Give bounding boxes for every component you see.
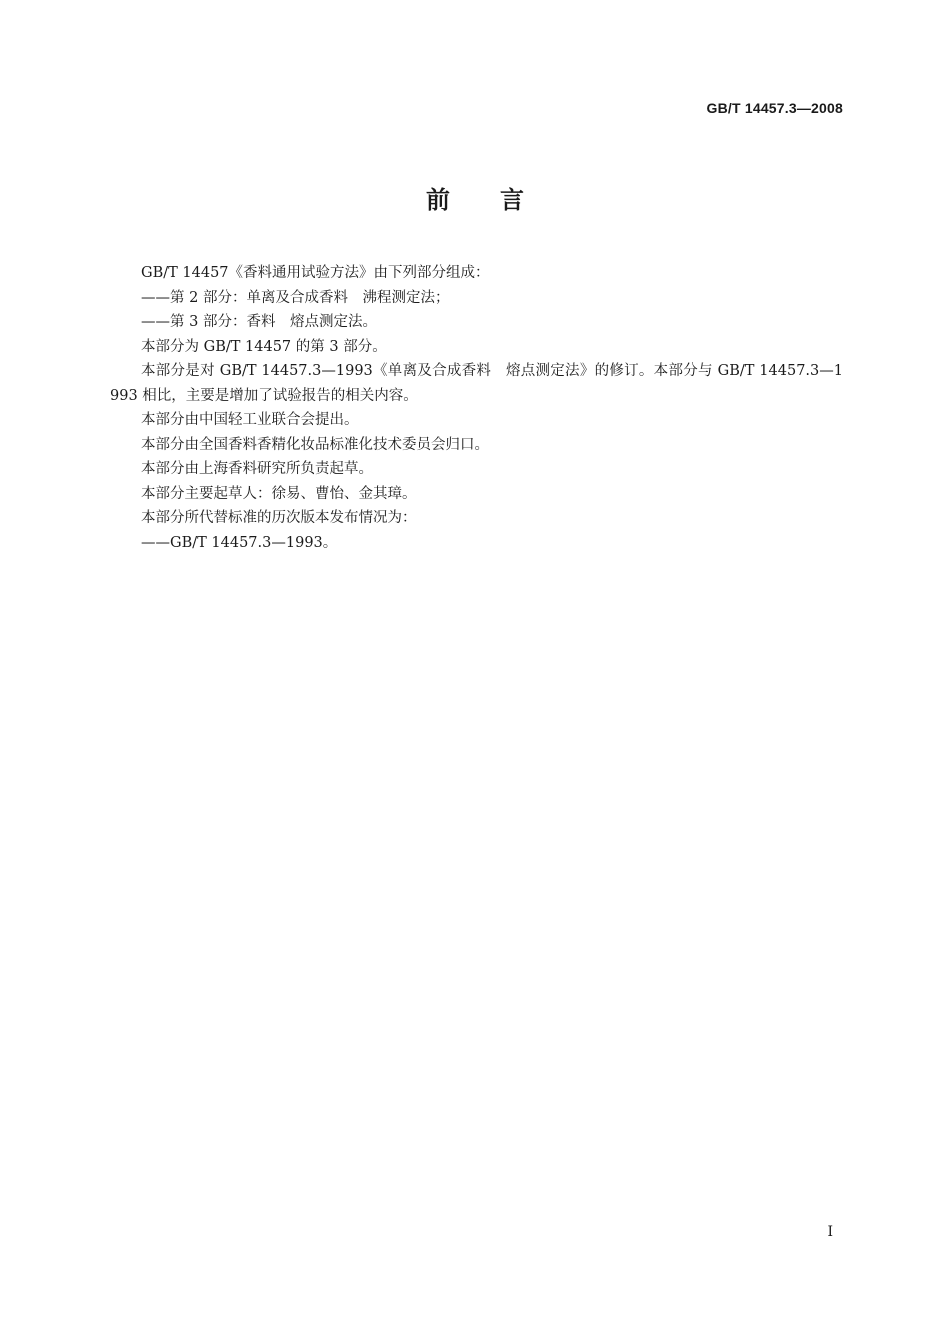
paragraph-revision: 本部分是对 GB/T 14457.3—1993《单离及合成香料 熔点测定法》的修订。本部分与 GB/T 14457.3—1993 相比，主要是增加了试验报告的相关内容。 (110, 363, 843, 404)
paragraph-administered-by: 本部分由全国香料香精化妆品标准化技术委员会归口。 (141, 436, 489, 453)
standard-code: GB/T 14457.3—2008 (706, 100, 843, 116)
paragraph-proposed-by: 本部分由中国轻工业联合会提出。 (141, 412, 359, 428)
paragraph-this-part: 本部分为 GB/T 14457 的第 3 部分。 (141, 338, 387, 355)
paragraph-part-3: ——第 3 部分：香料 熔点测定法。 (141, 314, 377, 330)
page-title: 前言 (426, 186, 574, 214)
paragraph-previous-edition: ——GB/T 14457.3—1993。 (141, 534, 338, 551)
paragraph-replaced-versions: 本部分所代替标准的历次版本发布情况为： (141, 510, 417, 526)
paragraph-composition: GB/T 14457《香料通用试验方法》由下列部分组成： (141, 265, 490, 281)
foreword-body (110, 261, 843, 555)
paragraph-part-2: ——第 2 部分：单离及合成香料 沸程测定法； (141, 289, 450, 306)
page-number: I (827, 1224, 833, 1240)
paragraph-drafted-by: 本部分由上海香料研究所负责起草。 (141, 461, 373, 477)
paragraph-drafters: 本部分主要起草人：徐易、曹怡、金其璋。 (141, 485, 417, 502)
